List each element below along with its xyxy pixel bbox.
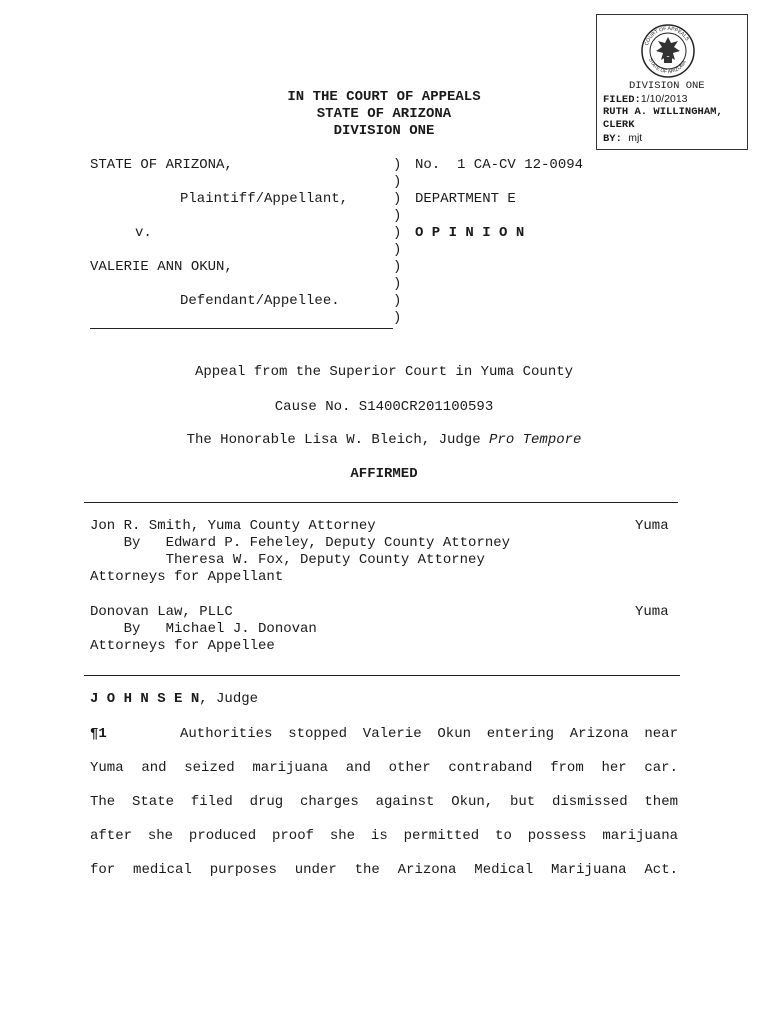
- author-title: , Judge: [199, 691, 259, 707]
- court-heading-line1: IN THE COURT OF APPEALS: [287, 89, 481, 105]
- seal-text-top: COURT OF APPEALS: [643, 25, 690, 47]
- caption-party1-role: Plaintiff/Appellant,: [180, 191, 349, 207]
- caption-paren: ): [393, 242, 402, 258]
- stamp-by-value: mjt: [628, 132, 643, 144]
- case-number: No. 1 CA-CV 12-0094: [415, 157, 584, 173]
- counsel-city: Yuma: [635, 604, 669, 620]
- caption-party2: VALERIE ANN OKUN,: [90, 259, 233, 275]
- caption-versus: v.: [135, 225, 152, 241]
- opinion-line: The State filed drug charges against Okun, but dismissed them: [90, 794, 678, 810]
- opinion-line: Authorities stopped Valerie Okun entering Arizona near: [180, 726, 678, 742]
- stamp-filed: [603, 93, 688, 107]
- caption-paren: ): [393, 293, 402, 309]
- counsel-role: Attorneys for Appellant: [90, 569, 284, 585]
- caption-paren: ): [393, 310, 402, 326]
- counsel-attorney-line: Theresa W. Fox, Deputy County Attorney: [90, 552, 485, 568]
- cause-number: Cause No. S1400CR201100593: [274, 399, 494, 415]
- stamp-division: DIVISION ONE: [629, 80, 705, 92]
- counsel-firm: Donovan Law, PLLC: [90, 604, 233, 620]
- caption-paren: ): [393, 191, 402, 207]
- counsel-role: Attorneys for Appellee: [90, 638, 275, 654]
- stamp-by: [603, 132, 642, 146]
- filing-stamp: [596, 14, 748, 150]
- stamp-clerk-name: RUTH A. WILLINGHAM,: [603, 106, 723, 118]
- trial-judge-name: The Honorable Lisa W. Bleich, Judge: [186, 432, 490, 448]
- paragraph-mark: ¶1: [90, 726, 107, 742]
- caption-underline: [90, 328, 393, 329]
- counsel-attorney-line: By Edward P. Feheley, Deputy County Attorney: [90, 535, 511, 551]
- counsel-attorney-line: By Michael J. Donovan: [90, 621, 317, 637]
- caption-party2-role: Defendant/Appellee.: [180, 293, 340, 309]
- caption-party1: STATE OF ARIZONA,: [90, 157, 233, 173]
- opinion-line: Yuma and seized marijuana and other contraband from her car.: [90, 760, 678, 776]
- court-heading-line2: STATE OF ARIZONA: [316, 106, 452, 122]
- caption-paren: ): [393, 225, 402, 241]
- caption-paren: ): [393, 208, 402, 224]
- disposition: AFFIRMED: [350, 466, 418, 482]
- author-name: J O H N S E N: [90, 691, 200, 707]
- section-divider: [84, 502, 678, 503]
- court-heading-line3: DIVISION ONE: [333, 123, 435, 139]
- seal-text-bottom: STATE OF ARIZONA: [647, 57, 688, 76]
- stamp-filed-label: FILED:: [603, 94, 641, 106]
- section-divider: [84, 675, 680, 676]
- stamp-filed-date: 1/10/2013: [640, 93, 688, 105]
- caption-paren: ): [393, 259, 402, 275]
- opinion-line: after she produced proof she is permitted to possess marijuana: [90, 828, 678, 844]
- court-seal-icon: [640, 23, 696, 79]
- appeal-from: Appeal from the Superior Court in Yuma County: [194, 364, 574, 380]
- trial-judge: [84, 432, 684, 449]
- opinion-author: [90, 691, 258, 708]
- department: DEPARTMENT E: [415, 191, 516, 207]
- caption-paren: ): [393, 157, 402, 173]
- caption-paren: ): [393, 276, 402, 292]
- stamp-clerk-title: CLERK: [603, 119, 635, 131]
- trial-judge-title: Pro Tempore: [489, 432, 582, 448]
- counsel-city: Yuma: [635, 518, 669, 534]
- document-type: O P I N I O N: [415, 225, 525, 241]
- opinion-line: for medical purposes under the Arizona Medical Marijuana Act.: [90, 862, 678, 878]
- counsel-firm: Jon R. Smith, Yuma County Attorney: [90, 518, 376, 534]
- caption-paren: ): [393, 174, 402, 190]
- stamp-by-label: BY:: [603, 133, 622, 145]
